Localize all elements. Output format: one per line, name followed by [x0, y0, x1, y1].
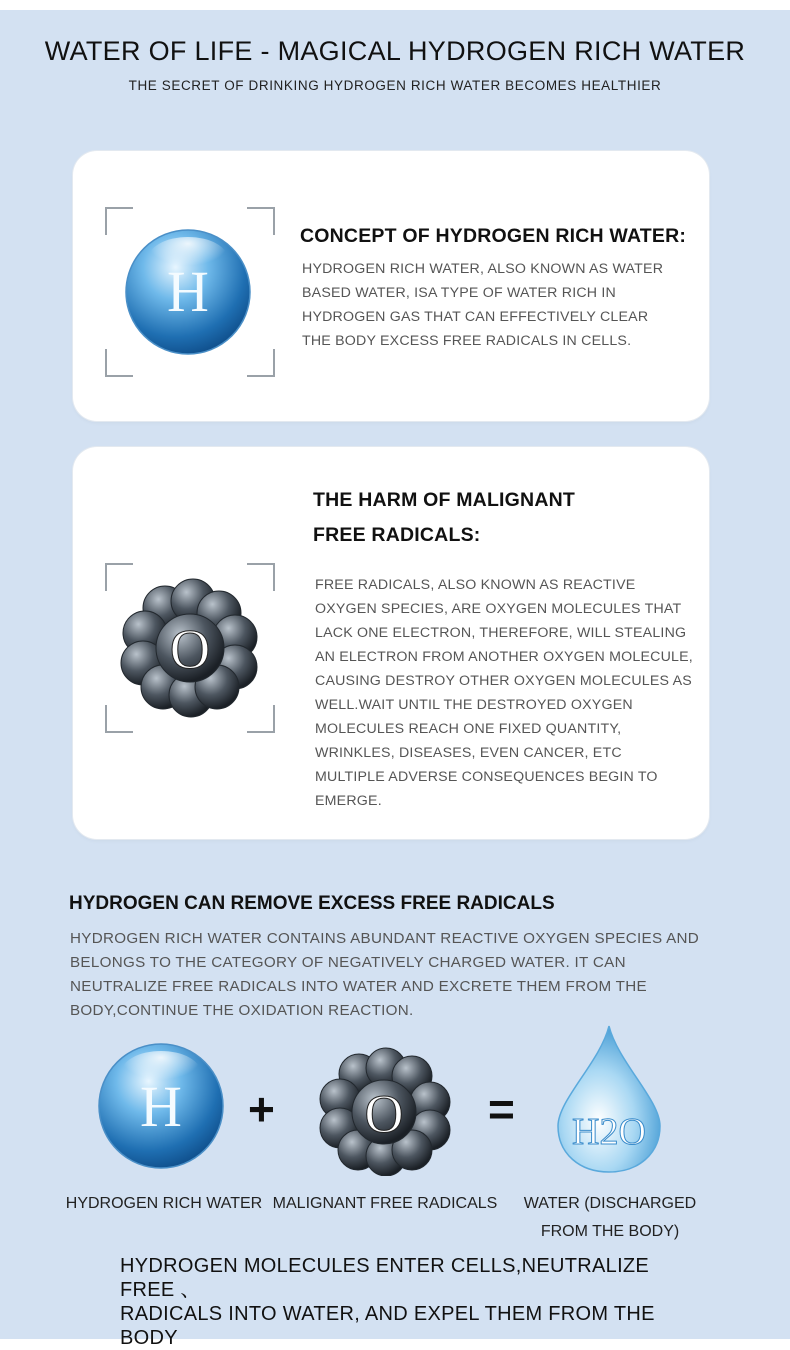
caption-malignant-free-radicals: MALIGNANT FREE RADICALS [272, 1195, 498, 1212]
svg-text:O: O [364, 1084, 404, 1144]
free-radicals-text: FREE RADICALS, ALSO KNOWN AS REACTIVE OXYGEN SPECIES, ARE OXYGEN MOLECULES THAT LACK ONE ELECTRON, THEREFORE, WILL STEALING AN ELECTRON FROM ANOTHER OXYGEN MOLECULE, CAUSING DESTROY OTHER OXYGEN MOLECULES AS WELL.WAIT UNTIL THE DESTROYED OXYGEN MOLECULES REACH ONE FIXED QUANTITY, WRINKLES, DISEASES, EVEN CANCER, ETC MULTIPLE ADVERSE CONSEQUENCES BEGIN TO EMERGE. [315, 577, 693, 809]
svg-text:H2O: H2O [572, 1111, 646, 1153]
section-heading: HYDROGEN CAN REMOVE EXCESS FREE RADICALS [69, 893, 555, 914]
caption-water-line1: WATER (DISCHARGED [523, 1195, 697, 1212]
svg-text:H: H [140, 1074, 182, 1139]
hydrogen-sphere-icon [95, 1040, 227, 1172]
hydrogen-sphere-icon [105, 207, 275, 377]
svg-text:O: O [169, 619, 211, 681]
page-subtitle: THE SECRET OF DRINKING HYDROGEN RICH WATER BECOMES HEALTHIER [128, 78, 662, 93]
free-radical-cluster-icon [314, 1044, 454, 1176]
footer-line1: HYDROGEN MOLECULES ENTER CELLS,NEUTRALIZE FREE 、 [120, 1255, 650, 1301]
equals-sign: = [488, 1083, 515, 1135]
h-icon-frame [105, 207, 275, 377]
caption-water-line2: FROM THE BODY) [540, 1223, 680, 1240]
page-title: WATER OF LIFE - MAGICAL HYDROGEN RICH WATER [44, 36, 746, 66]
hydrogen-concept-heading: CONCEPT OF HYDROGEN RICH WATER: [300, 225, 687, 247]
caption-hydrogen-rich-water: HYDROGEN RICH WATER [65, 1195, 263, 1212]
free-radicals-heading-line1: THE HARM OF MALIGNANT [313, 489, 576, 511]
free-radicals-heading-line2: FREE RADICALS: [313, 524, 481, 546]
section-text: HYDROGEN RICH WATER CONTAINS ABUNDANT REACTIVE OXYGEN SPECIES AND BELONGS TO THE CATEGORY OF NEGATIVELY CHARGED WATER. IT CAN NEUTRALIZE FREE RADICALS INTO WATER AND EXCRETE THEM FROM THE BODY,CONTINUE THE OXIDATION REACTION. [70, 930, 700, 1019]
footer-text [120, 1254, 700, 1350]
footer-line2: RADICALS INTO WATER, AND EXPEL THEM FROM THE BODY [120, 1303, 655, 1349]
free-radicals-card [73, 447, 709, 839]
hydrogen-concept-card [73, 151, 709, 421]
o-icon-frame [105, 563, 275, 733]
free-radical-cluster-icon [105, 563, 275, 733]
svg-text:H: H [167, 259, 209, 324]
plus-sign: + [248, 1083, 275, 1135]
hydrogen-concept-text: HYDROGEN RICH WATER, ALSO KNOWN AS WATER BASED WATER, ISA TYPE OF WATER RICH IN HYDROGEN GAS THAT CAN EFFECTIVELY CLEAR THE BODY EXCESS FREE RADICALS IN CELLS. [302, 261, 664, 349]
water-drop-icon [552, 1022, 666, 1174]
